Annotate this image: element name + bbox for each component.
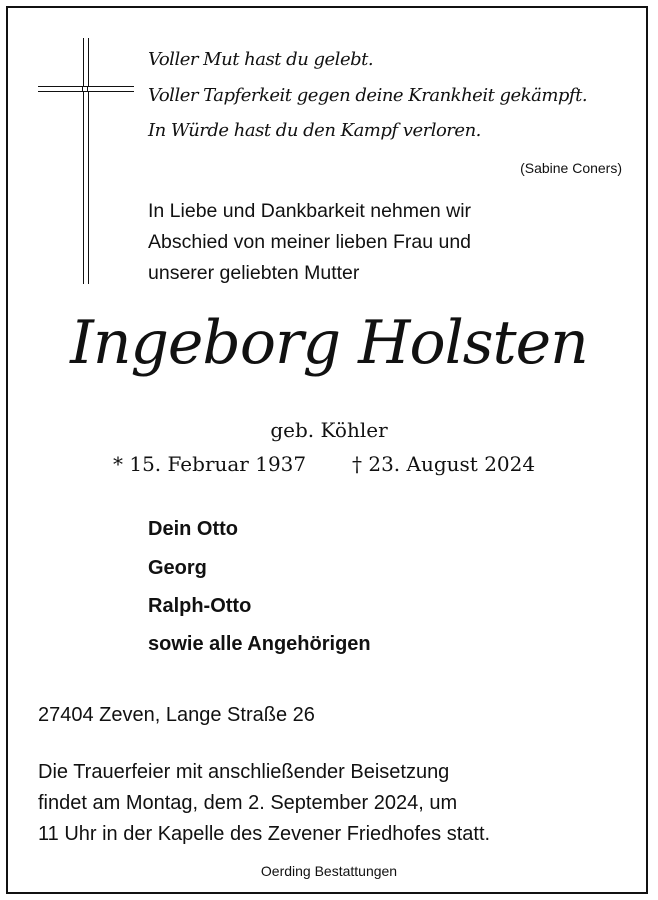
address: 27404 Zeven, Lange Straße 26 [38,704,315,726]
death-date: † 23. August 2024 [352,452,536,476]
poem-line-2: Voller Tapferkeit gegen deine Krankheit gekämpft. [148,85,588,106]
service-line-1: Die Trauerfeier mit anschließender Beisetzung [38,761,450,783]
service-line-2: findet am Montag, dem 2. September 2024, um [38,792,458,814]
mourner-1: Dein Otto [148,518,238,540]
mourner-3: Ralph-Otto [148,595,252,617]
birth-name: geb. Köhler [270,418,388,442]
service-line-3: 11 Uhr in der Kapelle des Zevener Friedhofes statt. [38,823,491,845]
intro-line-3: unserer geliebten Mutter [148,262,360,284]
poem-line-1: Voller Mut hast du gelebt. [148,49,374,70]
intro-line-1: In Liebe und Dankbarkeit nehmen wir [148,200,472,222]
intro-line-2: Abschied von meiner lieben Frau und [148,231,472,253]
poem-author: (Sabine Coners) [520,160,622,176]
deceased-name: Ingeborg Holsten [70,308,588,378]
poem-line-3: In Würde hast du den Kampf verloren. [148,120,481,141]
mourner-4: sowie alle Angehörigen [148,633,371,655]
birth-date: * 15. Februar 1937 [113,452,307,476]
mourner-2: Georg [148,557,207,579]
funeral-home: Oerding Bestattungen [260,863,398,879]
